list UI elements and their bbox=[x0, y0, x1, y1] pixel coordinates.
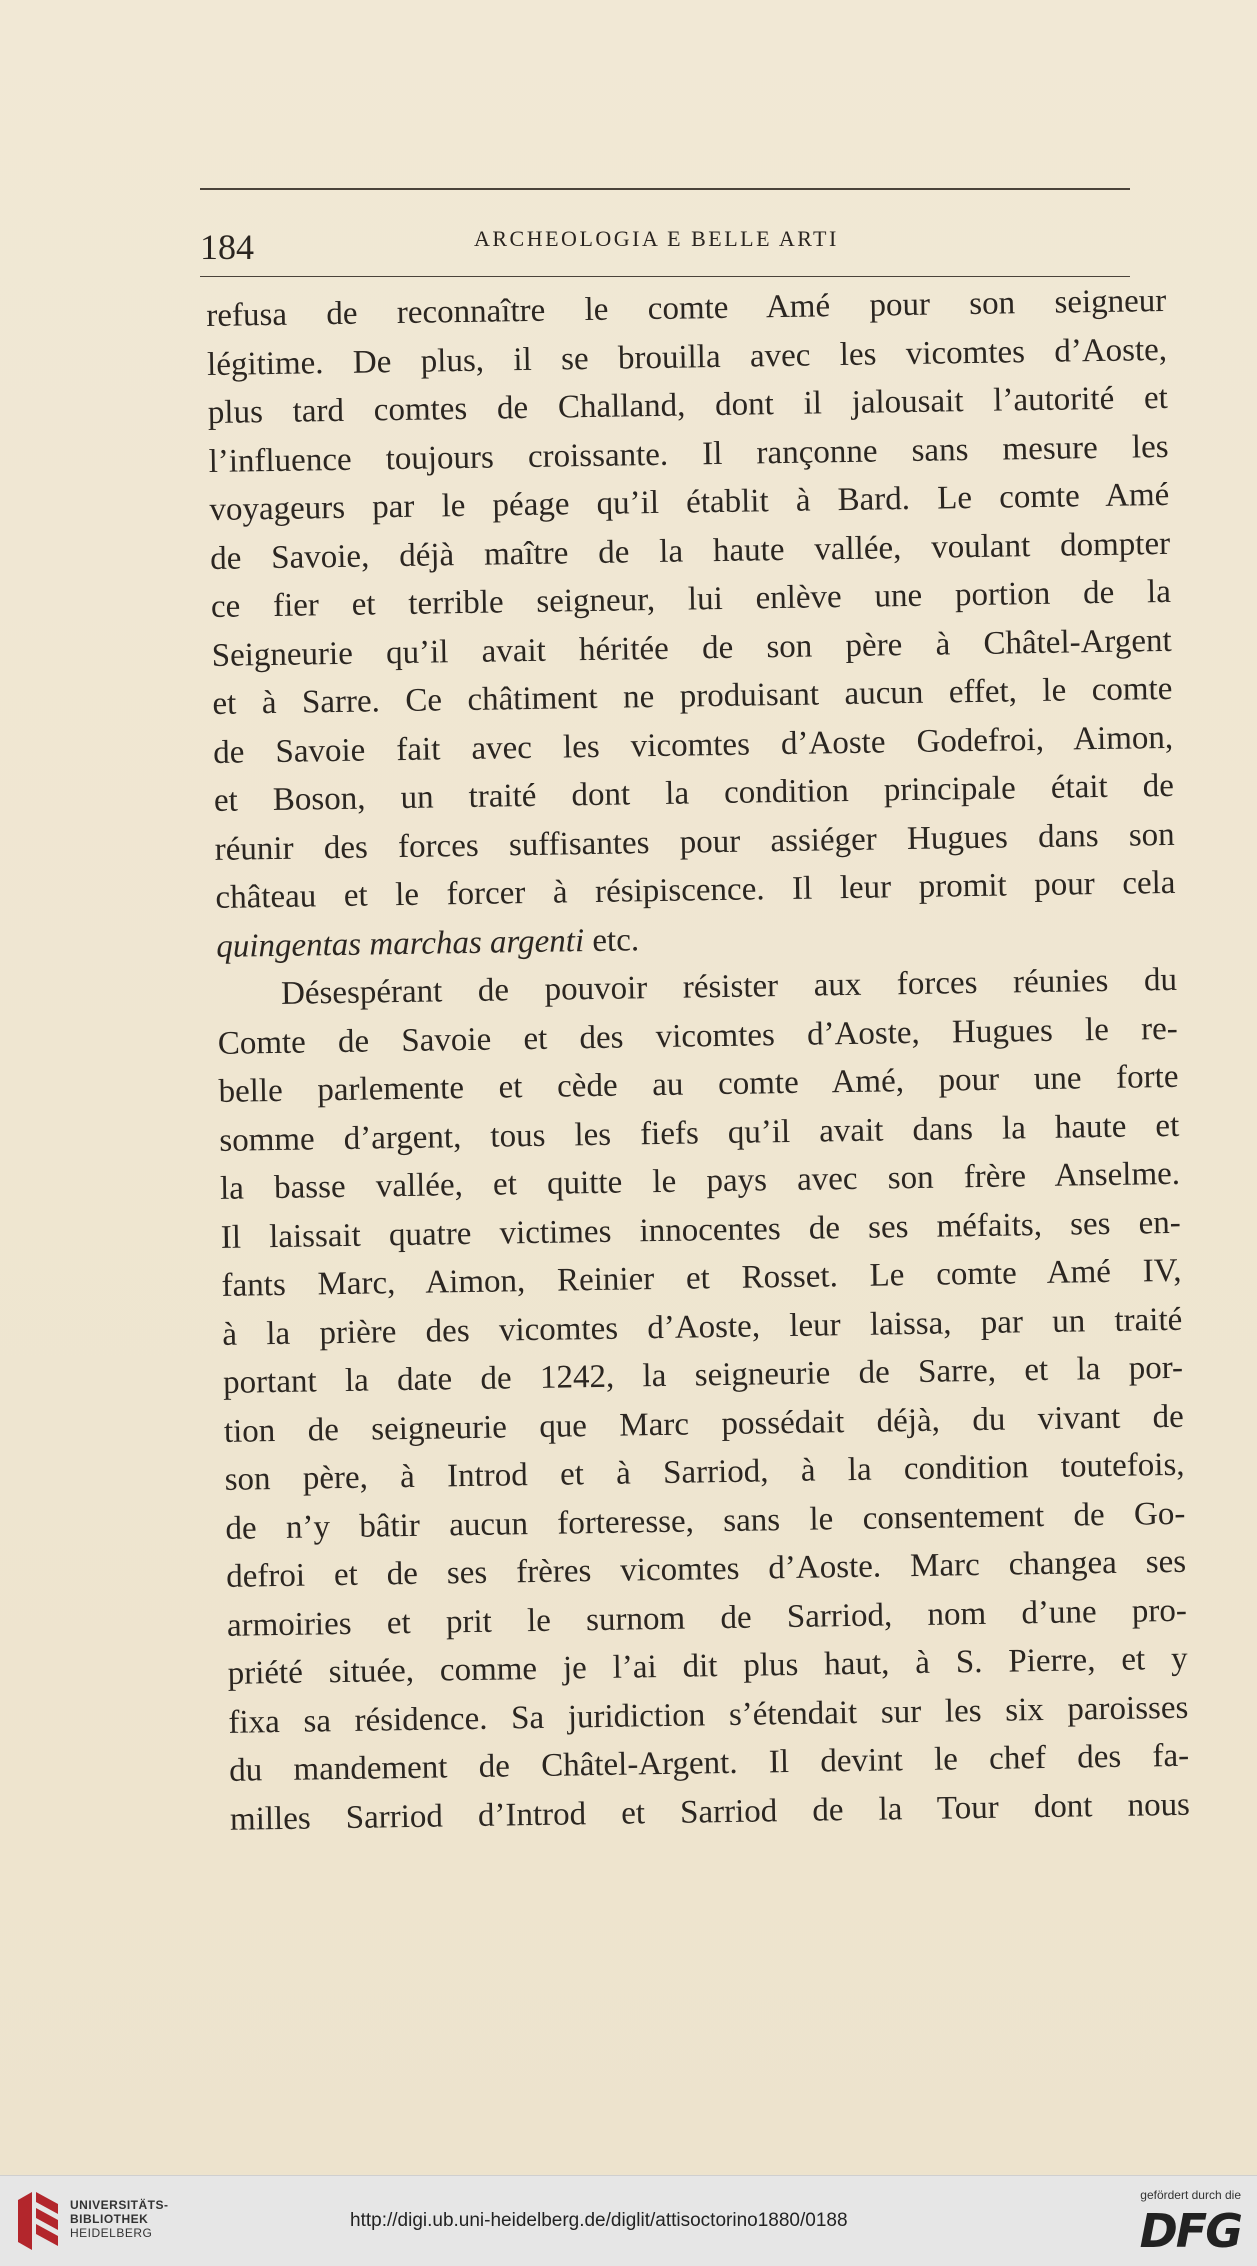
page-url-link[interactable]: http://digi.ub.uni-heidelberg.de/diglit/attisoctorino1880/0188 bbox=[350, 2210, 848, 2231]
header-top-rule bbox=[200, 188, 1130, 190]
text-line: à la prière des vicomtes d’Aoste, leur laissa, par un traité bbox=[222, 1301, 1183, 1353]
text-line: voyageurs par le péage qu’il établit à Bard. Le comte Amé bbox=[209, 476, 1170, 528]
text-line: Il laissait quatre victimes innocentes de ses méfaits, ses en- bbox=[220, 1204, 1182, 1256]
viewer-footer bbox=[0, 2175, 1257, 2266]
library-name-line: HEIDELBERG bbox=[70, 2226, 153, 2240]
text-line: refusa de reconnaître le comte Amé pour son seigneur bbox=[206, 282, 1167, 334]
header-bottom-rule bbox=[200, 276, 1130, 277]
funding-note: gefördert durch die bbox=[1140, 2188, 1241, 2202]
heidelberg-library-logo-icon[interactable] bbox=[14, 2190, 62, 2252]
library-name-line: UNIVERSITÄTS- bbox=[70, 2198, 169, 2212]
body-text bbox=[206, 277, 1190, 1844]
library-name-line: BIBLIOTHEK bbox=[70, 2212, 149, 2226]
library-name bbox=[70, 2198, 169, 2240]
text-line: Comte de Savoie et des vicomtes d’Aoste, Hugues le re- bbox=[217, 1010, 1178, 1062]
latin-phrase: quingentas marchas argenti bbox=[215, 922, 585, 965]
text-line: portant la date de 1242, la seigneurie de Sarre, et la por- bbox=[222, 1349, 1184, 1401]
text-line: son père, à Introd et à Sarriod, à la condition toutefois, bbox=[224, 1446, 1185, 1498]
text-line: légitime. De plus, il se brouilla avec les vicomtes d’Aoste, bbox=[206, 331, 1168, 383]
text-line: de Savoie fait avec les vicomtes d’Aoste Godefroi, Aimon, bbox=[212, 719, 1174, 771]
text-line: du mandement de Châtel-Argent. Il devint le chef des fa- bbox=[228, 1737, 1190, 1789]
text-line: tion de seigneurie que Marc possédait déjà, du vivant de bbox=[223, 1398, 1185, 1450]
text-fragment: etc. bbox=[592, 921, 640, 959]
text-line: defroi et de ses frères vicomtes d’Aoste. Marc changea ses bbox=[225, 1543, 1187, 1595]
text-line: priété située, comme je l’ai dit plus haut, à S. Pierre, et y bbox=[227, 1640, 1188, 1692]
text-line: belle parlemente et cède au comte Amé, pour une forte bbox=[218, 1058, 1179, 1110]
text-line: plus tard comtes de Challand, dont il jalousait l’autorité et bbox=[207, 379, 1169, 431]
text-line: fants Marc, Aimon, Reinier et Rosset. Le comte Amé IV, bbox=[221, 1252, 1182, 1304]
text-line: somme d’argent, tous les fiefs qu’il avait dans la haute et bbox=[219, 1107, 1180, 1159]
text-line: de Savoie, déjà maître de la haute vallée, voulant dompter bbox=[209, 525, 1171, 577]
text-line: de n’y bâtir aucun forteresse, sans le consentement de Go- bbox=[225, 1495, 1186, 1547]
text-line: réunir des forces suffisantes pour assiéger Hugues dans son bbox=[214, 816, 1175, 868]
running-head: ARCHEOLOGIA E BELLE ARTI bbox=[474, 226, 839, 251]
text-line: milles Sarriod d’Introd et Sarriod de la Tour dont nous bbox=[229, 1786, 1191, 1838]
text-line: armoiries et prit le surnom de Sarriod, nom d’une pro- bbox=[226, 1592, 1188, 1644]
text-line: l’influence toujours croissante. Il rançonne sans mesure les bbox=[208, 428, 1169, 480]
dfg-logo: DFG bbox=[1139, 2204, 1241, 2258]
text-line: Seigneurie qu’il avait héritée de son père à Châtel-Argent bbox=[211, 622, 1172, 674]
text-line: ce fier et terrible seigneur, lui enlève une portion de la bbox=[210, 573, 1172, 625]
text-line: Désespérant de pouvoir résister aux forces réunies du bbox=[280, 961, 1178, 1012]
text-line: la basse vallée, et quitte le pays avec son frère Anselme. bbox=[219, 1155, 1181, 1207]
text-line: et à Sarre. Ce châtiment ne produisant aucun effet, le comte bbox=[212, 670, 1173, 722]
text-line: fixa sa résidence. Sa juridiction s’étendait sur les six paroisses bbox=[228, 1689, 1189, 1741]
text-line: château et le forcer à résipiscence. Il leur promit pour cela bbox=[215, 864, 1176, 916]
text-line: et Boson, un traité dont la condition principale était de bbox=[213, 767, 1175, 819]
page-number: 184 bbox=[200, 227, 254, 267]
